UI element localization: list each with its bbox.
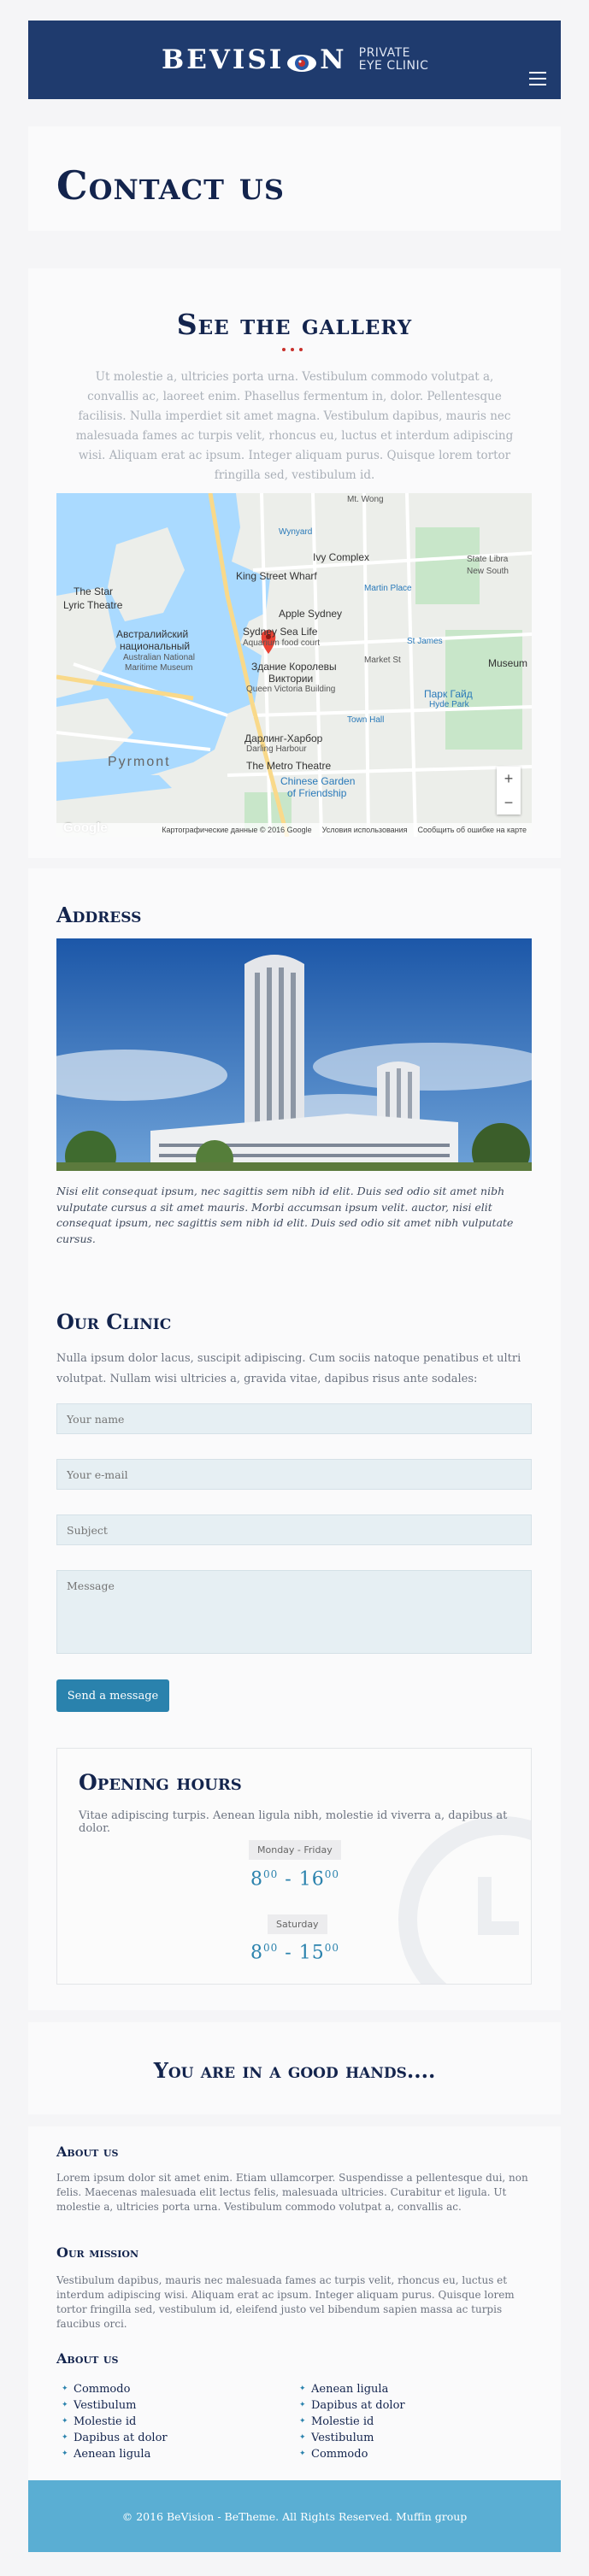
about-text: Lorem ipsum dolor sit amet enim. Etiam ullamcorper. Suspendisse a pellentesque dui, non felis. Maecenas malesuada elit lectus felis, malesuada ultricies. Curabitur et ligula. Ut molestie a, ultricies porta urna. Vestibulum commodo volutpat a, convallis ac. bbox=[56, 2172, 528, 2213]
list-item[interactable]: ✦ Aenean ligula bbox=[62, 2446, 168, 2462]
google-map[interactable] bbox=[56, 493, 532, 837]
map-label: Ivy Complex bbox=[313, 551, 370, 563]
list-item[interactable]: ✦ Vestibulum bbox=[299, 2430, 405, 2446]
copyright-text: © 2016 BeVision - BeTheme. All Rights Reserved. Muffin group bbox=[121, 2509, 468, 2523]
weekday-hours: $8^{00} - 16^{00}$ bbox=[250, 1868, 339, 1891]
saturday-hours: $8^{00} - 15^{00}$ bbox=[250, 1942, 339, 1964]
clinic-building-photo bbox=[56, 938, 532, 1171]
map-label: национальный bbox=[120, 640, 191, 652]
site-header bbox=[28, 21, 561, 99]
map-label: Парк Гайд bbox=[424, 688, 473, 700]
about-list-left bbox=[62, 2381, 168, 2462]
title-divider-dots bbox=[282, 348, 303, 351]
mission-title: Our mission bbox=[56, 2244, 138, 2261]
opening-hours-text: Vitae adipiscing turpis. Aenean ligula nibh, molestie id viverra a, dapibus at dolor. bbox=[79, 1809, 508, 1835]
gallery-title: See the gallery bbox=[176, 308, 413, 341]
map-zoom-control bbox=[497, 767, 521, 815]
about-title: About us bbox=[56, 2144, 119, 2160]
send-message-button[interactable]: Send a message bbox=[56, 1679, 169, 1712]
address-title: Address bbox=[56, 903, 142, 927]
list-item[interactable]: ✦ Commodo bbox=[299, 2446, 405, 2462]
logo-text-left: BEVISI bbox=[162, 44, 285, 75]
hamburger-menu-icon[interactable] bbox=[529, 72, 546, 85]
map-label: Queen Victoria Building bbox=[246, 685, 336, 694]
map-label: Maritime Museum bbox=[125, 663, 193, 673]
zoom-out-button[interactable]: − bbox=[504, 794, 514, 811]
about-list-right bbox=[299, 2381, 405, 2462]
list-item[interactable]: ✦ Dapibus at dolor bbox=[62, 2430, 168, 2446]
map-label: New South bbox=[467, 567, 509, 576]
map-data-credit: Картографические данные © 2016 Google bbox=[162, 826, 312, 834]
logo-tagline bbox=[359, 47, 429, 73]
logo[interactable] bbox=[162, 44, 428, 75]
about-list-title: About us bbox=[56, 2350, 119, 2367]
list-item[interactable]: ✦ Molestie id bbox=[299, 2414, 405, 2430]
map-label: Hyde Park bbox=[429, 700, 469, 709]
map-attribution bbox=[56, 823, 532, 837]
mission-text: Vestibulum dapibus, mauris nec malesuada fames ac turpis velit, rhoncus eu, luctus et interdum adipiscing wisi. Aliquam erat ac ipsum. Integer aliquam purus. Quisque lorem tortor fringilla sed, vestibulum id, eleifend justo vel bibendum sapien massa ac turpis faucibus orci. bbox=[56, 2274, 515, 2330]
map-label: Darling Harbour bbox=[246, 744, 307, 754]
map-label: Дарлинг-Харбор bbox=[244, 732, 323, 744]
message-textarea[interactable] bbox=[56, 1570, 532, 1654]
weekday-label: Monday - Friday bbox=[249, 1840, 341, 1860]
copyright-bar bbox=[28, 2480, 561, 2552]
map-label: The Metro Theatre bbox=[246, 760, 332, 772]
map-label: Pyrmont bbox=[108, 755, 171, 769]
saturday-label: Saturday bbox=[268, 1914, 327, 1934]
map-terms-link[interactable]: Условия использования bbox=[321, 826, 408, 834]
logo-wordmark bbox=[162, 44, 347, 75]
clinic-title: Our Clinic bbox=[56, 1309, 172, 1334]
email-input[interactable] bbox=[56, 1459, 532, 1490]
map-label: Museum bbox=[488, 657, 528, 669]
list-item[interactable]: ✦ Vestibulum bbox=[62, 2397, 168, 2414]
map-label: The Star bbox=[74, 585, 114, 597]
map-label: Martin Place bbox=[364, 584, 412, 593]
map-label: State Libra bbox=[467, 555, 509, 564]
opening-hours-box bbox=[56, 1748, 532, 1985]
map-label: Sydney Sea Life bbox=[243, 626, 318, 638]
tagline-line-2: EYE CLINIC bbox=[358, 59, 429, 73]
map-label: Mt. Wong bbox=[347, 495, 384, 504]
map-label: Австралийский bbox=[116, 628, 189, 640]
map-label: Здание Королевы bbox=[251, 661, 337, 673]
name-input[interactable] bbox=[56, 1403, 532, 1434]
map-report-link[interactable]: Сообщить об ошибке на карте bbox=[417, 826, 527, 834]
map-label: Wynyard bbox=[279, 527, 313, 537]
opening-hours-title: Opening hours bbox=[79, 1770, 242, 1795]
map-label: St James bbox=[407, 637, 443, 646]
tagline-line-1: PRIVATE bbox=[358, 46, 410, 60]
map-label: Apple Sydney bbox=[279, 608, 343, 620]
address-text: Nisi elit consequat ipsum, nec sagittis sem nibh id elit. Duis sed odio sit amet nibh vulputate cursus a sit amet mauris. Morbi accumsan ipsum velit. auctor, nisi elit consequat ipsum, nec sagittis sem nibh id elit. Duis sed odio sit amet nibh vulputate cursus. bbox=[56, 1185, 514, 1245]
map-label: Lyric Theatre bbox=[63, 599, 123, 611]
subject-input[interactable] bbox=[56, 1514, 532, 1545]
good-hands-heading: You are in a good hands.... bbox=[153, 2058, 436, 2083]
map-label: Town Hall bbox=[347, 715, 385, 725]
map-label: Aquarium food court bbox=[243, 638, 321, 648]
gallery-description: Ut molestie a, ultricies porta urna. Vestibulum commodo volutpat a, convallis ac, laoreet enim. Phasellus fermentum in, dolor. Pellentesque facilisis. Nulla imperdiet sit amet magna. Vestibulum dapibus, mauris nec malesuada fames ac turpis velit, rhoncus eu, luctus et interdum adipiscing wisi. Aliquam erat ac ipsum. Integer aliquam purus. Quisque lorem tortor fringilla sed, vestibulum id. bbox=[75, 370, 514, 482]
map-label: Market St bbox=[364, 656, 401, 665]
logo-text-right: N bbox=[320, 44, 347, 75]
list-item[interactable]: ✦ Aenean ligula bbox=[299, 2381, 405, 2397]
zoom-in-button[interactable]: + bbox=[504, 770, 514, 787]
map-label: of Friendship bbox=[287, 787, 347, 799]
list-item[interactable]: ✦ Dapibus at dolor bbox=[299, 2397, 405, 2414]
list-item[interactable]: ✦ Commodo bbox=[62, 2381, 168, 2397]
clinic-text: Nulla ipsum dolor lacus, suscipit adipiscing. Cum sociis natoque penatibus et ultri volutpat. Nullam wisi ultricies a, gravida vitae, dapibus risus ante sodales: bbox=[56, 1352, 521, 1385]
eye-icon bbox=[286, 50, 318, 70]
map-label: Australian National bbox=[123, 653, 195, 662]
map-label: King Street Wharf bbox=[236, 570, 317, 582]
page-title: Contact us bbox=[56, 162, 285, 209]
list-item[interactable]: ✦ Molestie id bbox=[62, 2414, 168, 2430]
map-label: Chinese Garden bbox=[280, 775, 356, 787]
map-label: Виктории bbox=[268, 673, 314, 685]
